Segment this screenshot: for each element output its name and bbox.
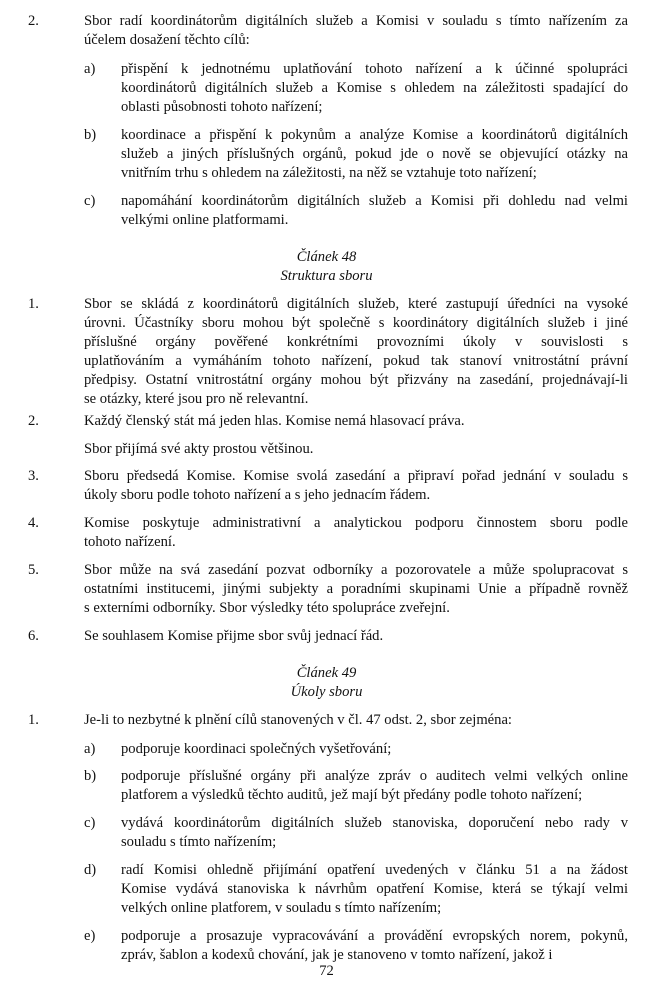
- text-line: podporuje a prosazuje vypracovávání a provádění evropských norem, pokynů,: [121, 928, 628, 944]
- text-line: Každý členský stát má jeden hlas. Komise nemá hlasovací práva.: [84, 413, 465, 429]
- text-line: podporuje příslušné orgány při analýze zpráv o auditech velmi velkých online: [121, 768, 628, 784]
- text-line: koordinátorů digitálních služeb a Komise s ohledem na záležitosti spadající do: [121, 80, 628, 96]
- text-line: Sbor radí koordinátorům digitálních služeb a Komisi v souladu s tímto nařízením za: [84, 13, 628, 29]
- paragraph-number: 5.: [28, 562, 39, 578]
- paragraph-text: [84, 12, 628, 50]
- item-letter: b): [84, 127, 97, 143]
- paragraph-text: [121, 861, 628, 918]
- text-line: Komise vydává stanoviska k návrhům opatření Komise, která se týkají velmi: [121, 881, 628, 897]
- paragraph-text: [84, 467, 628, 505]
- paragraph-text: [121, 927, 628, 965]
- paragraph-number: 2.: [28, 413, 39, 429]
- paragraph-text: [121, 740, 628, 759]
- text-line: s externími odborníky. Sbor výsledky této spolupráce zveřejní.: [84, 600, 450, 616]
- text-line: koordinace a přispění k pokynům a analýze Komise a koordinátorů digitálních: [121, 127, 628, 143]
- item-letter: b): [84, 768, 97, 784]
- paragraph-text: [84, 514, 628, 552]
- text-line: Se souhlasem Komise přijme sbor svůj jednací řád.: [84, 628, 384, 644]
- text-line: přispění k jednotnému uplatňování tohoto nařízení a k účinné spolupráci: [121, 61, 628, 77]
- text-line: Sbor může na svá zasedání pozvat odborníky a pozorovatele a může spolupracovat s: [84, 562, 628, 578]
- page-number: 72: [319, 963, 334, 979]
- paragraph-text: [121, 814, 628, 852]
- text-line: Je-li to nezbytné k plnění cílů stanovených v čl. 47 odst. 2, sbor zejména:: [84, 712, 512, 728]
- text-line: zpráv, šablon a kodexů chování, jak je stanoveno v tomto nařízení, jakož i: [121, 947, 553, 963]
- paragraph-text: [121, 767, 628, 805]
- text-line: tohoto nařízení.: [84, 534, 176, 550]
- text-line: velkých online platforem, v souladu s tímto nařízením;: [121, 900, 442, 916]
- text-line: Sboru předsedá Komise. Komise svolá zasedání a připraví pořad jednání v souladu s: [84, 468, 628, 484]
- paragraph-number: 1.: [28, 712, 39, 728]
- text-line: platforem a výsledků těchto auditů, jež mají být předány podle tohoto nařízení;: [121, 787, 583, 803]
- text-line: souladu s tímto nařízením;: [121, 834, 277, 850]
- article-title: Struktura sboru: [280, 268, 373, 284]
- article-number: Článek 49: [296, 665, 357, 681]
- paragraph-number: 3.: [28, 468, 39, 484]
- paragraph-text: [84, 412, 628, 431]
- item-letter: e): [84, 928, 96, 944]
- text-line: podporuje koordinaci společných vyšetřování;: [121, 741, 392, 757]
- paragraph-text: [121, 192, 628, 230]
- item-letter: c): [84, 815, 96, 831]
- text-line: služeb a jiných příslušných orgánů, pokud jde o nově se objevující otázky na: [121, 146, 628, 162]
- item-letter: a): [84, 61, 96, 77]
- paragraph-text: [84, 295, 628, 409]
- text-line: napomáhání koordinátorům digitálních služeb a Komisi při dohledu nad velmi: [121, 193, 628, 209]
- item-letter: d): [84, 862, 97, 878]
- article-title: Úkoly sboru: [290, 684, 363, 700]
- item-letter: a): [84, 741, 96, 757]
- paragraph-number: 6.: [28, 628, 39, 644]
- paragraph-text: [84, 440, 628, 459]
- item-letter: c): [84, 193, 96, 209]
- text-line: účelem dosažení těchto cílů:: [84, 32, 250, 48]
- paragraph-number: 2.: [28, 13, 39, 29]
- text-line: se otázky, které jsou pro ně relevantní.: [84, 391, 309, 407]
- article-heading: [0, 248, 653, 286]
- text-line: Komise poskytuje administrativní a analytickou podporu činnostem sboru podle: [84, 515, 628, 531]
- text-line: radí Komisi ohledně přijímání opatření uvedených v článku 51 a na žádost: [121, 862, 628, 878]
- text-line: vnitřním trhu s ohledem na záležitosti, na něž se vztahuje toto nařízení;: [121, 165, 537, 181]
- text-line: úrovni. Účastníky sboru mohou být společně s koordinátory digitálních služeb i jiné: [84, 315, 628, 331]
- text-line: vydává koordinátorům digitálních služeb stanoviska, doporučení nebo rady v: [121, 815, 628, 831]
- paragraph-text: [84, 627, 628, 646]
- article-heading: [0, 664, 653, 702]
- paragraph-text: [121, 126, 628, 183]
- paragraph-text: [84, 711, 628, 730]
- paragraph-number: 1.: [28, 296, 39, 312]
- paragraph-text: [84, 561, 628, 618]
- article-number: Článek 48: [296, 249, 357, 265]
- text-line: uplatňováním a vymáháním tohoto nařízení, pokud tak stanoví vnitrostátní právní: [84, 353, 628, 369]
- paragraph-number: 4.: [28, 515, 39, 531]
- text-line: ostatními institucemi, jinými subjekty a poradními skupinami Unie a případně rovněž: [84, 581, 628, 597]
- text-line: Sbor se skládá z koordinátorů digitálních služeb, které zastupují úředníci na vysoké: [84, 296, 628, 312]
- text-line: předpisy. Ostatní vnitrostátní orgány mohou být přizvány na zasedání, projednávají-li: [84, 372, 628, 388]
- text-line: velkými online platformami.: [121, 212, 289, 228]
- text-line: oblasti působnosti tohoto nařízení;: [121, 99, 323, 115]
- text-line: úkoly sboru podle tohoto nařízení a s jeho jednacím řádem.: [84, 487, 431, 503]
- text-line: Sbor přijímá své akty prostou většinou.: [84, 441, 314, 457]
- paragraph-text: [121, 60, 628, 117]
- text-line: příslušné orgány pověřené konkrétními provozními úkoly v souvislosti s: [84, 334, 628, 350]
